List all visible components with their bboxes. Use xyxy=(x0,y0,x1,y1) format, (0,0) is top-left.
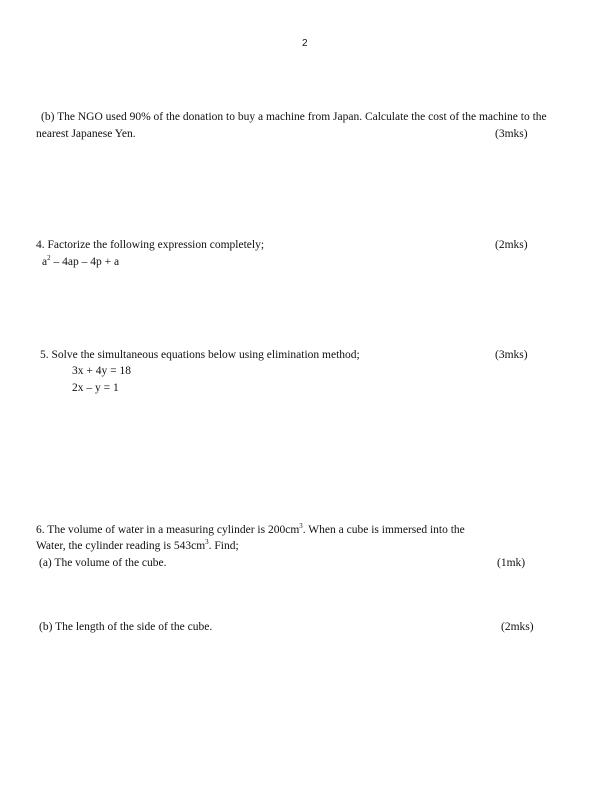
question-6-line-1 xyxy=(36,522,465,538)
question-3b-line-1: (b) The NGO used 90% of the donation to buy a machine from Japan. Calculate the cost of the machine to the xyxy=(41,111,547,123)
equation-2: 2x – y = 1 xyxy=(72,382,119,394)
expression-base: a xyxy=(42,256,48,268)
question-4-marks: (2mks) xyxy=(495,239,528,251)
expression-rest: – 4ap – 4p + a xyxy=(50,256,120,268)
unit-exponent: 3 xyxy=(205,538,209,547)
equation-1: 3x + 4y = 18 xyxy=(72,365,131,377)
question-3b-line-2: nearest Japanese Yen. xyxy=(36,128,136,140)
question-6-part-a: (a) The volume of the cube. xyxy=(39,557,167,569)
unit-exponent: 3 xyxy=(299,522,303,531)
question-5-prompt: 5. Solve the simultaneous equations below using elimination method; xyxy=(40,349,360,361)
expression-exponent: 2 xyxy=(47,254,51,263)
question-6-part-b-marks: (2mks) xyxy=(501,621,534,633)
question-6-line-2-tail: . Find; xyxy=(208,540,239,552)
question-5-marks: (3mks) xyxy=(495,349,528,361)
question-4-prompt: 4. Factorize the following expression completely; xyxy=(36,239,265,251)
question-6-line-2-text: Water, the cylinder reading is 543cm xyxy=(36,540,206,552)
page-number: 2 xyxy=(302,38,308,49)
question-6-line-1-text: 6. The volume of water in a measuring cylinder is 200cm xyxy=(36,524,300,536)
question-6-line-1-tail: . When a cube is immersed into the xyxy=(302,524,465,536)
question-4-expression xyxy=(42,254,119,270)
question-3b-marks: (3mks) xyxy=(495,128,528,140)
question-6-part-b: (b) The length of the side of the cube. xyxy=(39,621,213,633)
question-6-part-a-marks: (1mk) xyxy=(497,557,526,569)
question-6-line-2 xyxy=(36,538,239,554)
